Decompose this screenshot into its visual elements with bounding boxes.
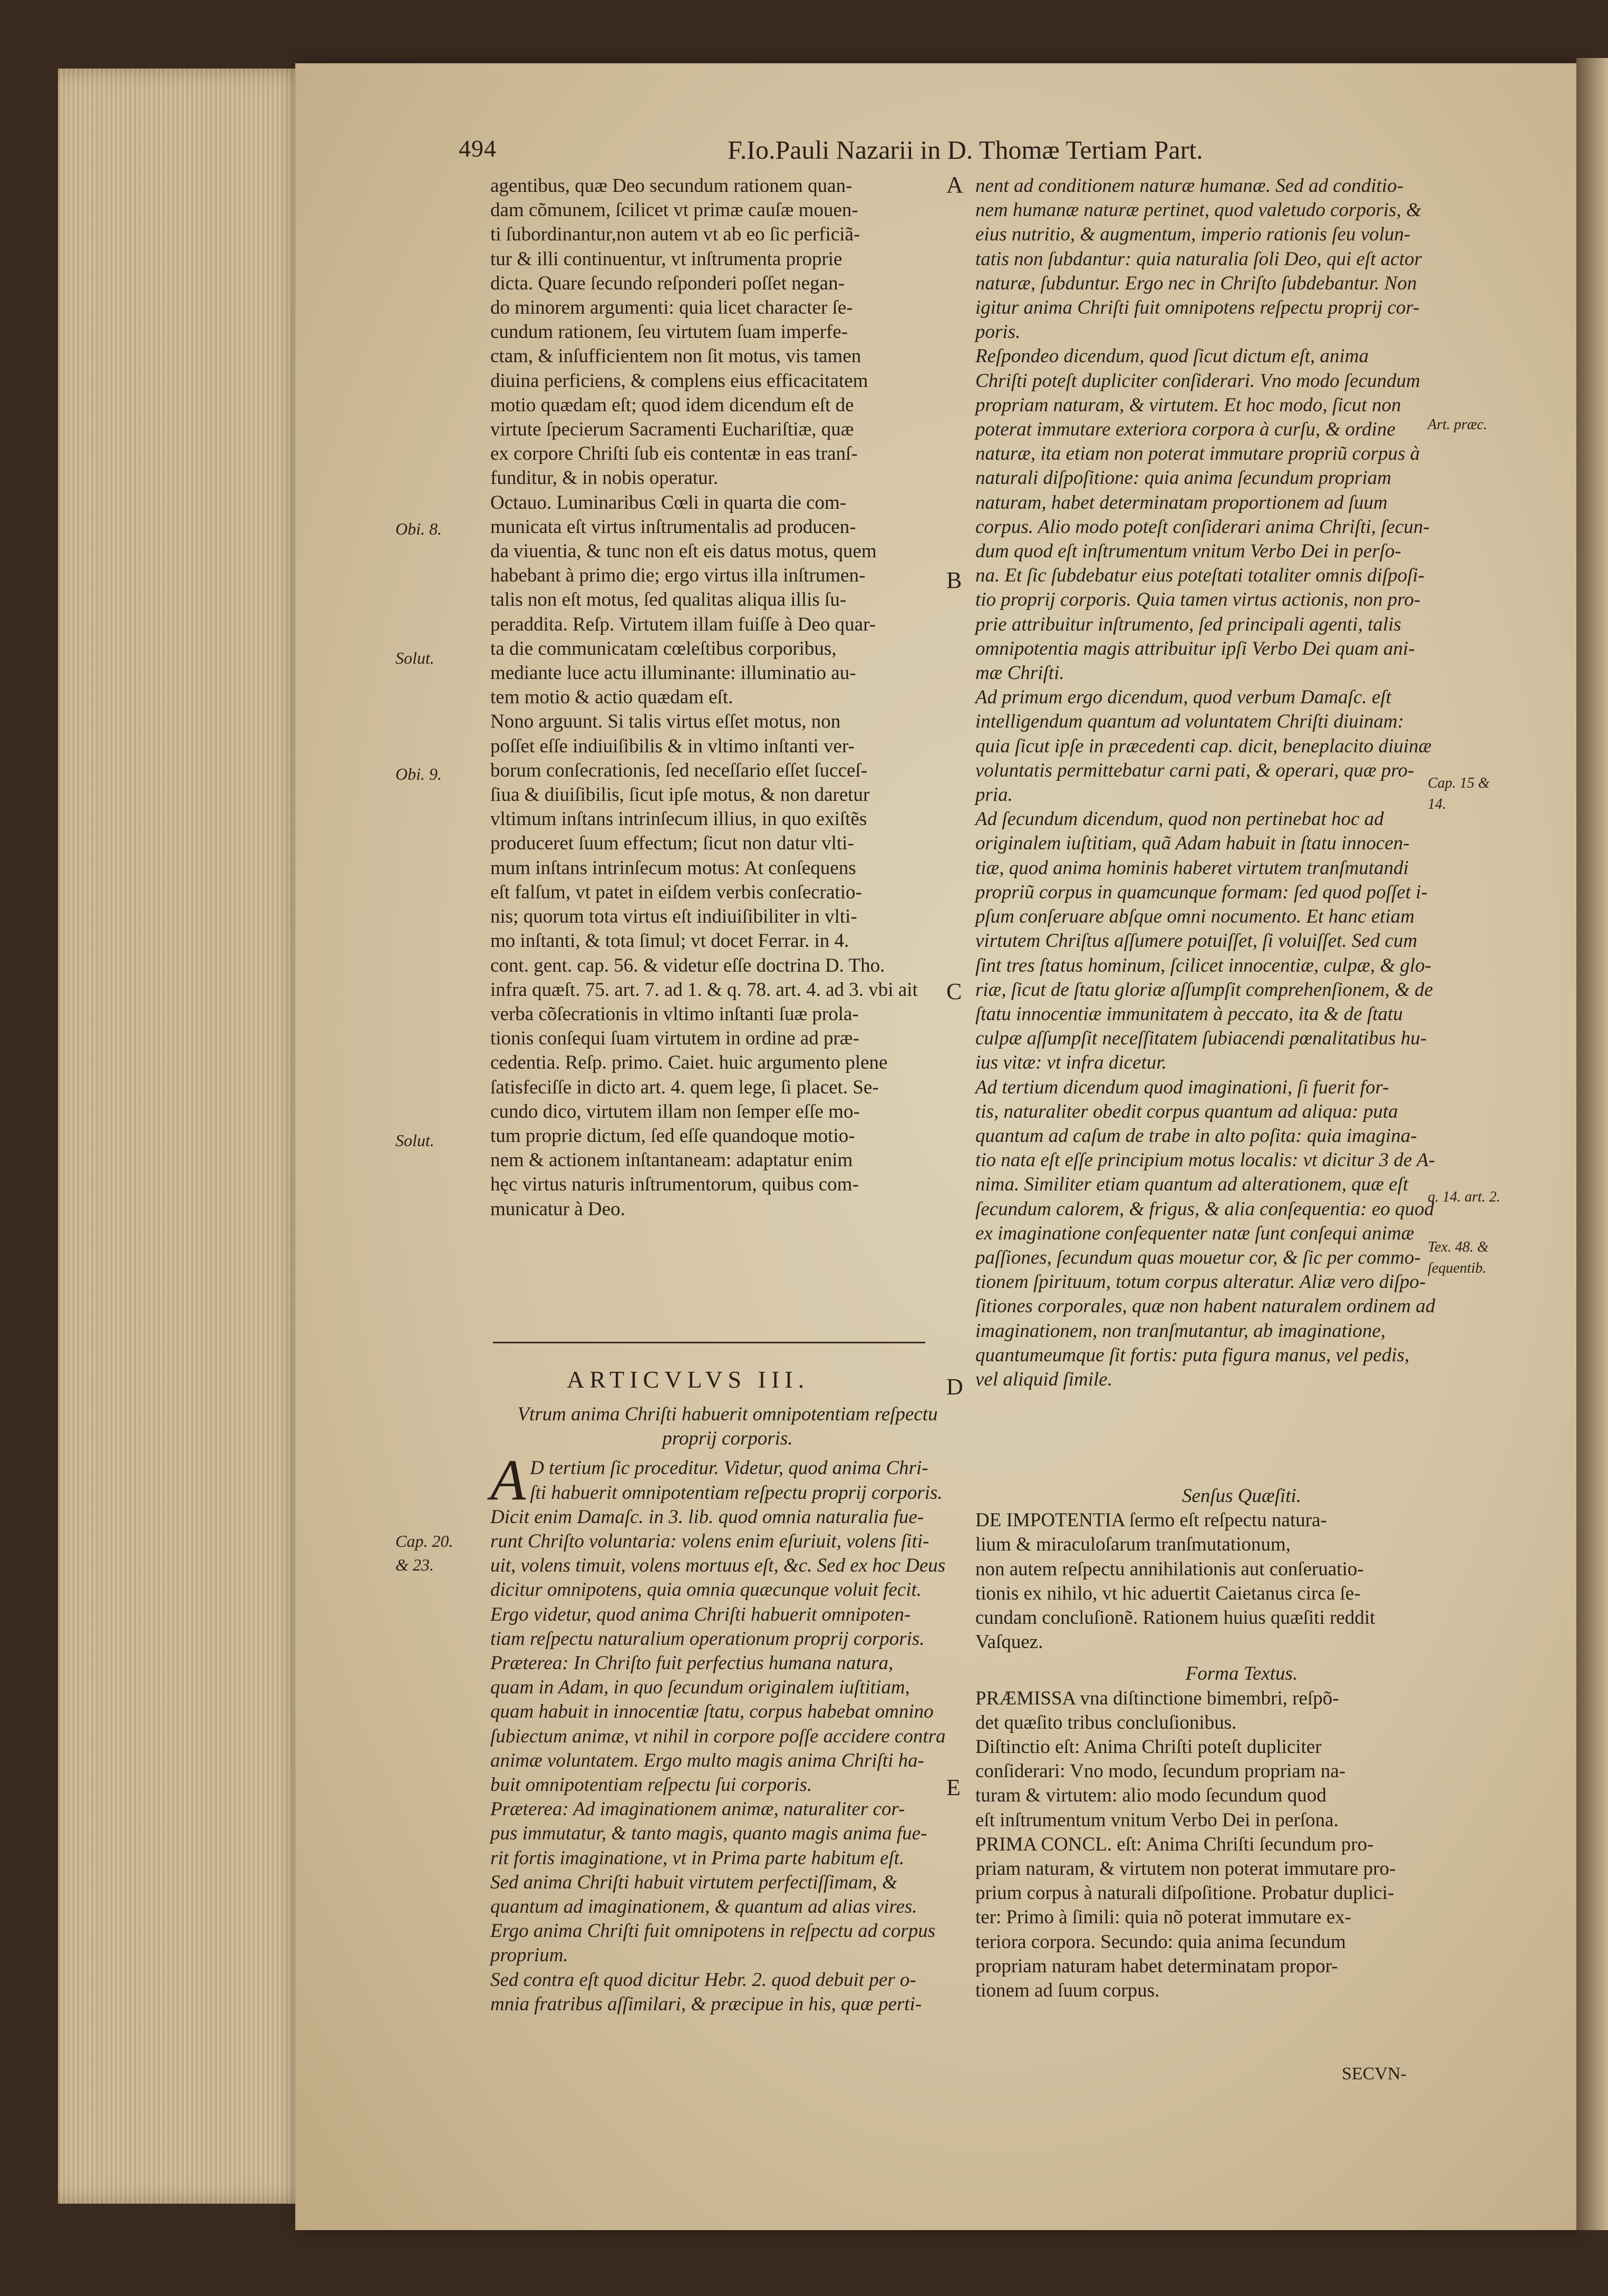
- col2-line: tatis non ſubdantur: quia naturalia ſoli Deo, qui eſt actor: [975, 248, 1422, 270]
- col1-line: motio quædam eſt; quod idem dicendum eſt de: [490, 394, 854, 416]
- col2-line: nima. Similiter etiam quantum ad alterationem, quæ eſt: [975, 1174, 1409, 1196]
- col1-line: virtute ſpecierum Sacramenti Euchariſtiæ, quæ: [490, 419, 854, 441]
- article-line: Præterea: In Chriſto fuit perfectius humana natura,: [490, 1652, 894, 1674]
- col1-line: poſſet eſſe indiuiſibilis & in vltimo inſtanti ver-: [490, 735, 855, 757]
- article-title: ARTICVLVS III.: [567, 1366, 810, 1393]
- col2-line: Chriſti poteſt dupliciter conſiderari. Vno modo ſecundum: [975, 370, 1420, 392]
- forma-line: PRÆMISSA vna diſtinctione bimembri, reſpõ-: [975, 1687, 1339, 1709]
- sensus-line: DE IMPOTENTIA ſermo eſt reſpectu natura-: [975, 1509, 1327, 1532]
- col1-line: dam cõmunem, ſcilicet vt primæ cauſæ mouen-: [490, 199, 858, 221]
- col1-line: funditur, & in nobis operatur.: [490, 467, 719, 489]
- article-line: buit omnipotentiam reſpectu ſui corporis.: [490, 1774, 812, 1796]
- col1-line: ſatisfeciſſe in dicto art. 4. quem lege, ſi placet. Se-: [490, 1076, 879, 1098]
- margin-note-cap-23: & 23.: [395, 1555, 434, 1574]
- col2-line: Reſpondeo dicendum, quod ſicut dictum eſt, anima: [975, 345, 1369, 367]
- catchword: SECVN-: [1342, 2064, 1407, 2084]
- col2-line: virtutem Chriſtus aſſumere potuiſſet, ſi voluiſſet. Sed cum: [975, 930, 1418, 952]
- article-line: quam habuit in innocentiæ ſtatu, corpus habebat omnino: [490, 1701, 934, 1723]
- margin-note-obi-9: Obi. 9.: [395, 764, 442, 783]
- drop-capital: A: [490, 1448, 526, 1513]
- forma-line: turam & virtutem: alio modo ſecundum quod: [975, 1785, 1326, 1807]
- col1-line: cundum rationem, ſeu virtutem ſuam imperfe-: [490, 321, 848, 343]
- col1-line: cundo dico, virtutem illam non ſemper eſſe mo-: [490, 1100, 860, 1122]
- article-line: proprium.: [490, 1944, 568, 1966]
- col1-line: verba cõſecrationis in vltimo inſtanti ſuæ prola-: [490, 1003, 859, 1025]
- col2-line: Ad primum ergo dicendum, quod verbum Damaſc. eſt: [975, 686, 1391, 709]
- question-line-2: proprij corporis.: [662, 1428, 793, 1450]
- col1-line: diuina perficiens, & complens eius efficacitatem: [490, 370, 868, 392]
- margin-note-obi-8: Obi. 8.: [395, 519, 442, 538]
- col1-line: ti ſubordinantur,non autem vt ab eo ſic perficiã-: [490, 224, 860, 246]
- margin-note-14: 14.: [1428, 796, 1446, 812]
- forma-line: Diſtinctio eſt: Anima Chriſti poteſt dupliciter: [975, 1736, 1322, 1758]
- col1-line: da viuentia, & tunc non eſt eis datus motus, quem: [490, 540, 877, 563]
- article-line: ſti habuerit omnipotentiam reſpectu proprij corporis.: [530, 1481, 943, 1504]
- article-line: Dicit enim Damaſc. in 3. lib. quod omnia naturalia fue-: [490, 1506, 924, 1528]
- article-line: Ergo videtur, quod anima Chriſti habuerit omnipoten-: [490, 1603, 911, 1625]
- article-line: Sed anima Chriſti habuit virtutem perfectiſſimam, &: [490, 1871, 897, 1893]
- col1-line: tionis conſequi ſuam virtutem in ordine ad præ-: [490, 1028, 859, 1050]
- col1-line: dicta. Quare ſecundo reſponderi poſſet negan-: [490, 272, 845, 294]
- col1-line: mo inſtanti, & tota ſimul; vt docet Ferrar. in 4.: [490, 930, 849, 952]
- col1-line: cont. gent. cap. 56. & videtur eſſe doctrina D. Tho.: [490, 954, 885, 976]
- running-title: F.Io.Pauli Nazarii in D. Thomæ Tertiam Part.: [728, 135, 1203, 164]
- article-line: animæ voluntatem. Ergo multo magis anima Chriſti ha-: [490, 1749, 924, 1771]
- forma-line: eſt inſtrumentum vnitum Verbo Dei in perſona.: [975, 1809, 1339, 1831]
- col2-line: tio nata eſt eſſe principium motus localis: vt dicitur 3 de A-: [975, 1149, 1435, 1171]
- col2-line: nem humanæ naturæ pertinet, quod valetudo corporis, &: [975, 199, 1421, 221]
- section-letter-a: A: [946, 172, 963, 198]
- col1-line: municata eſt virtus inſtrumentalis ad producen-: [490, 516, 856, 538]
- col2-line: mæ Chriſti.: [975, 662, 1064, 684]
- article-body: [490, 1402, 965, 2017]
- column-left-top: [490, 174, 965, 1222]
- article-line: ſubiectum animæ, vt nihil in corpore poſſe accidere contra: [490, 1725, 946, 1747]
- sensus-line: Vaſquez.: [975, 1631, 1043, 1653]
- forma-line: ter: Primo à ſimili: quia nõ poterat immutare ex-: [975, 1906, 1352, 1929]
- col1-line: infra quæſt. 75. art. 7. ad 1. & q. 78. art. 4. ad 3. vbi ait: [490, 979, 918, 1001]
- col2-line: voluntatis permittebatur carni pati, & operari, quæ pro-: [975, 759, 1415, 781]
- col1-line: agentibus, quæ Deo secundum rationem quan-: [490, 175, 853, 197]
- col1-line: mediante luce actu illuminante: illuminatio au-: [490, 662, 856, 684]
- col1-line: produceret ſuum effectum; ſicut non datur vlti-: [490, 832, 854, 855]
- article-line: quam in Adam, in quo ſecundum originalem iuſtitiam,: [490, 1677, 910, 1699]
- page-edges: [58, 69, 311, 2204]
- col1-line: tur & illi continuentur, vt inſtrumenta proprie: [490, 248, 842, 270]
- article-line: tiam reſpectu naturalium operationum proprij corporis.: [490, 1627, 925, 1650]
- col2-line: corpus. Alio modo poteſt conſiderari anima Chriſti, ſecun-: [975, 516, 1430, 538]
- col2-line: Ad tertium dicendum quod imaginationi, ſi fuerit for-: [975, 1076, 1389, 1098]
- col2-line: na. Et ſic ſubdebatur eius poteſtati totaliter omnis diſpoſi-: [975, 565, 1425, 587]
- section-letter-b: B: [946, 567, 962, 593]
- sensus-line: non autem reſpectu annihilationis aut conſeruatio-: [975, 1558, 1364, 1580]
- margin-note-tex-48: Tex. 48. &: [1428, 1239, 1489, 1255]
- col2-line: ſint tres ſtatus hominum, ſcilicet innocentiæ, culpæ, & glo-: [975, 954, 1431, 976]
- col2-line: ſitiones corporales, quæ non habent naturalem ordinem ad: [975, 1295, 1436, 1317]
- col1-line: peraddita. Reſp. Virtutem illam fuiſſe à Deo quar-: [490, 613, 876, 635]
- col2-line: prie attribuitur inſtrumento, ſed principali agenti, talis: [975, 613, 1401, 635]
- forma-line: propriam naturam habet determinatam propor-: [975, 1955, 1338, 1977]
- col1-line: ta die communicatam cœleſtibus corporibus,: [490, 637, 837, 660]
- col2-line: tis, naturaliter obedit corpus quantum ad aliqua: puta: [975, 1100, 1398, 1122]
- column-right-bottom: [975, 1484, 1508, 2003]
- col1-line: eſt falſum, vt patet in eiſdem verbis conſecratio-: [490, 881, 862, 903]
- sensus-line: cundam concluſionẽ. Rationem huius quæſiti reddit: [975, 1607, 1375, 1629]
- col1-line: hęc virtus naturis inſtrumentorum, quibus com-: [490, 1174, 859, 1196]
- forma-line: teriora corpora. Secundo: quia anima ſecundum: [975, 1931, 1346, 1953]
- col1-line: tum proprie dictum, ſed eſſe quandoque motio-: [490, 1125, 855, 1147]
- col2-line: quantumeumque ſit fortis: puta figura manus, vel pedis,: [975, 1344, 1410, 1366]
- col2-line: nent ad conditionem naturæ humanæ. Sed ad conditio-: [975, 175, 1403, 197]
- col2-line: Ad ſecundum dicendum, quod non pertinebat hoc ad: [975, 808, 1384, 830]
- article-line: Præterea: Ad imaginationem animæ, naturaliter cor-: [490, 1798, 905, 1820]
- col2-line: poris.: [975, 321, 1021, 343]
- col1-line: talis non eſt motus, ſed qualitas aliqua illis ſu-: [490, 589, 847, 611]
- col2-line: omnipotentia magis attribuitur ipſi Verbo Dei quam ani-: [975, 637, 1415, 660]
- col2-line: vel aliquid ſimile.: [975, 1368, 1112, 1390]
- page-number: 494: [459, 135, 497, 162]
- col2-line: tio proprij corporis. Quia tamen virtus actionis, non pro-: [975, 589, 1421, 611]
- forma-line: prium corpus à naturali diſpoſitione. Probatur duplici-: [975, 1882, 1394, 1904]
- col1-line: nis; quorum tota virtus eſt indiuiſibiliter in vlti-: [490, 906, 857, 928]
- margin-note-cap-15: Cap. 15 &: [1428, 775, 1490, 791]
- col2-line: tiæ, quod anima hominis haberet virtutem tranſmutandi: [975, 857, 1409, 879]
- forma-line: priam naturam, & virtutem non poterat immutare pro-: [975, 1858, 1396, 1880]
- col2-line: ex imaginatione conſequenter natæ ſunt conſequi animæ: [975, 1222, 1415, 1244]
- col1-line: ſiua & diuiſibilis, ſicut ipſe motus, & non daretur: [490, 784, 870, 806]
- col2-line: riæ, ſicut de ſtatu gloriæ aſſumpſit comprehenſionem, & de: [975, 979, 1433, 1001]
- col1-line: mum inſtans intrinſecum motus: At conſequens: [490, 857, 856, 879]
- forma-line: tionem ad ſuum corpus.: [975, 1980, 1160, 2002]
- col1-line: do minorem argumenti: quia licet character ſe-: [490, 297, 853, 319]
- sensus-line: lium & miraculoſarum tranſmutationum,: [975, 1534, 1291, 1556]
- col2-line: naturæ, ita etiam non poterat immutare propriũ corpus à: [975, 443, 1420, 465]
- col1-line: municatur à Deo.: [490, 1198, 625, 1220]
- col2-line: dum quod eſt inſtrumentum vnitum Verbo Dei in perſo-: [975, 540, 1401, 563]
- question-line-1: Vtrum anima Chriſti habuerit omnipotentiam reſpectu: [517, 1403, 938, 1425]
- sensus-line: tionis ex nihilo, vt hic aduertit Caietanus circa ſe-: [975, 1582, 1361, 1604]
- article-line: dicitur omnipotens, quia omnia quæcunque voluit fecit.: [490, 1579, 922, 1601]
- col1-line: ex corpore Chriſti ſub eis contentæ in eas tranſ-: [490, 443, 858, 465]
- margin-note-cap-20: Cap. 20.: [395, 1532, 453, 1551]
- col2-line: propriam naturam, & virtutem. Et hoc modo, ſicut non: [975, 394, 1401, 416]
- col1-line: Nono arguunt. Si talis virtus eſſet motus, non: [490, 711, 841, 733]
- margin-note-solut: Solut.: [395, 648, 434, 667]
- col2-line: poterat immutare exteriora corpora à curſu, & ordine: [975, 419, 1396, 441]
- col2-line: tionem ſpirituum, totum corpus alteratur. Aliæ vero diſpo-: [975, 1271, 1426, 1293]
- col2-line: quantum ad caſum de trabe in alto poſita: quia imagina-: [975, 1125, 1417, 1147]
- article-line: uit, volens timuit, volens mortuus eſt, &c. Sed ex hoc Deus: [490, 1555, 946, 1577]
- col2-line: paſſiones, ſecundum quas mouetur cor, & ſic per commo-: [975, 1246, 1421, 1268]
- margin-note-art-praec: Art. præc.: [1428, 416, 1487, 433]
- forma-line: det quæſito tribus concluſionibus.: [975, 1711, 1237, 1733]
- forma-line: conſiderari: Vno modo, ſecundum propriam na-: [975, 1760, 1346, 1782]
- section-rule: [493, 1342, 925, 1343]
- col2-line: ſtatu innocentiæ immunitatem à peccato, ita & de ſtatu: [975, 1003, 1403, 1025]
- col2-line: pria.: [975, 784, 1013, 806]
- col2-line: ius vitæ: vt infra dicetur.: [975, 1052, 1167, 1074]
- facing-page-edge: [1576, 58, 1608, 2230]
- col1-line: ctam, & inſufficientem non ſit motus, vis tamen: [490, 345, 861, 367]
- col2-line: naturali diſpoſitione: quia anima ſecundum propriam: [975, 467, 1391, 489]
- col1-line: tem motio & actio quædam eſt.: [490, 686, 733, 709]
- col1-line: habebant à primo die; ergo virtus illa inſtrumen-: [490, 565, 866, 587]
- margin-note-solut-2: Solut.: [395, 1131, 434, 1150]
- article-line: Ergo anima Chriſti fuit omnipotens in reſpectu ad corpus: [490, 1920, 936, 1942]
- col2-line: culpæ aſſumpſit neceſſitatem ſubiacendi pœnalitatibus hu-: [975, 1028, 1427, 1050]
- col2-line: intelligendum quantum ad voluntatem Chriſti diuinam:: [975, 711, 1404, 733]
- margin-note-q14: q. 14. art. 2.: [1428, 1189, 1500, 1205]
- col1-line: borum conſecrationis, ſed neceſſario eſſet ſucceſ-: [490, 759, 868, 781]
- col1-line: Octauo. Luminaribus Cœli in quarta die com-: [490, 491, 847, 514]
- col2-line: naturæ, ſubduntur. Ergo nec in Chriſto ſubdebantur. Non: [975, 272, 1417, 294]
- article-line: Sed contra eſt quod dicitur Hebr. 2. quod debuit per o-: [490, 1969, 916, 1991]
- sensus-heading: Senſus Quæſiti.: [1181, 1485, 1302, 1507]
- col2-line: quia ſicut ipſe in præcedenti cap. dicit, beneplacito diuinæ: [975, 735, 1432, 757]
- col1-line: vltimum inſtans intrinſecum illius, in quo exiſtẽs: [490, 808, 867, 830]
- article-line: rit fortis imaginatione, vt in Prima parte habitum eſt.: [490, 1847, 905, 1869]
- article-line: runt Chriſto voluntaria: volens enim eſuriuit, volens ſiti-: [490, 1530, 929, 1553]
- article-line: D tertium ſic proceditur. Videtur, quod anima Chri-: [530, 1457, 928, 1479]
- col1-line: nem & actionem inſtantaneam: adaptatur enim: [490, 1149, 853, 1171]
- col2-line: igitur anima Chriſti fuit omnipotens reſpectu proprij cor-: [975, 297, 1420, 319]
- col2-line: eius nutritio, & augmentum, imperio rationis ſeu volun-: [975, 224, 1411, 246]
- article-line: quantum ad imaginationem, & quantum ad alias vires.: [490, 1896, 917, 1918]
- col2-line: propriũ corpus in quamcunque formam: ſed quod poſſet i-: [975, 881, 1428, 903]
- margin-note-sequentib: ſequentib.: [1428, 1260, 1487, 1276]
- col1-line: cedentia. Reſp. primo. Caiet. huic argumento plene: [490, 1052, 888, 1074]
- col2-line: naturam, habet determinatam proportionem ad ſuum: [975, 491, 1388, 514]
- col2-line: ſecundum calorem, & frigus, & alia conſequentia: eo quod: [975, 1198, 1435, 1220]
- forma-line: PRIMA CONCL. eſt: Anima Chriſti ſecundum pro-: [975, 1833, 1374, 1855]
- section-letter-c: C: [946, 979, 962, 1004]
- col2-line: originalem iuſtitiam, quã Adam habuit in ſtatu innocen-: [975, 832, 1410, 855]
- section-letter-d: D: [946, 1374, 963, 1400]
- section-letter-e: E: [946, 1775, 961, 1800]
- col2-line: imaginationem, non tranſmutantur, ab imaginatione,: [975, 1320, 1386, 1342]
- col2-line: pſum conſeruare abſque omni nocumento. Et hanc etiam: [975, 906, 1415, 928]
- forma-heading: Forma Textus.: [1185, 1663, 1298, 1685]
- article-line: mnia fratribus aſſimilari, & præcipue in his, quæ perti-: [490, 1993, 922, 2015]
- article-line: pus immutatur, & tanto magis, quanto magis anima fue-: [490, 1823, 927, 1845]
